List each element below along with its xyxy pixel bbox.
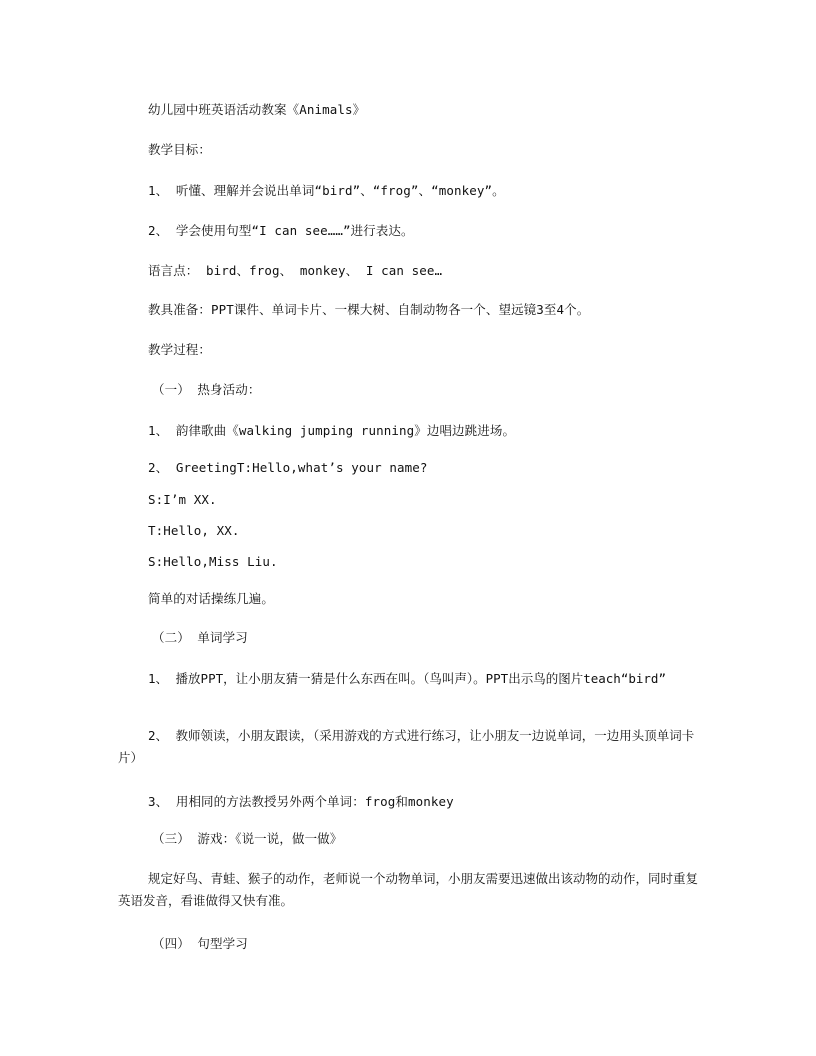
process-heading: 教学过程： [148,342,212,357]
dialog-line-1: S:I’m XX. [148,492,217,507]
section-game-heading: （三） 游戏：《说一说，做一做》 [152,831,343,846]
warmup-item-2: 2、 GreetingT:Hello,what’s your name? [148,460,428,475]
dialog-note: 简单的对话操练几遍。 [148,591,275,606]
goal-1: 1、 听懂、理解并会说出单词“bird”、“frog”、“monkey”。 [148,183,505,198]
goal-2: 2、 学会使用句型“I can see……”进行表达。 [148,223,414,238]
language-points: 语言点： bird、frog、 monkey、 I can see… [148,263,443,278]
vocabulary-item-1: 1、 播放PPT，让小朋友猜一猜是什么东西在叫。（鸟叫声）。PPT出示鸟的图片teach“bird” [148,671,666,686]
game-rule: 规定好鸟、青蛙、猴子的动作，老师说一个动物单词，小朋友需要迅速做出该动物的动作，同时重复英语发音，看谁做得又快有准。 [118,871,699,908]
materials: 教具准备：PPT课件、单词卡片、一棵大树、自制动物各一个、望远镜3至4个。 [148,302,590,317]
vocabulary-item-2: 2、 教师领读，小朋友跟读，（采用游戏的方式进行练习，让小朋友一边说单词，一边用头顶单词卡片） [118,728,695,765]
vocabulary-item-3: 3、 用相同的方法教授另外两个单词：frog和monkey [148,794,454,809]
section-sentence-heading: （四） 句型学习 [152,936,248,951]
goals-heading: 教学目标： [148,142,212,157]
section-warmup-heading: （一） 热身活动： [152,382,261,397]
document-title: 幼儿园中班英语活动教案《Animals》 [148,102,366,117]
section-vocabulary-heading: （二） 单词学习 [152,630,248,645]
dialog-line-2: T:Hello, XX. [148,523,240,538]
dialog-line-3: S:Hello,Miss Liu. [148,554,278,569]
warmup-item-1: 1、 韵律歌曲《walking jumping running》边唱边跳进场。 [148,423,516,438]
